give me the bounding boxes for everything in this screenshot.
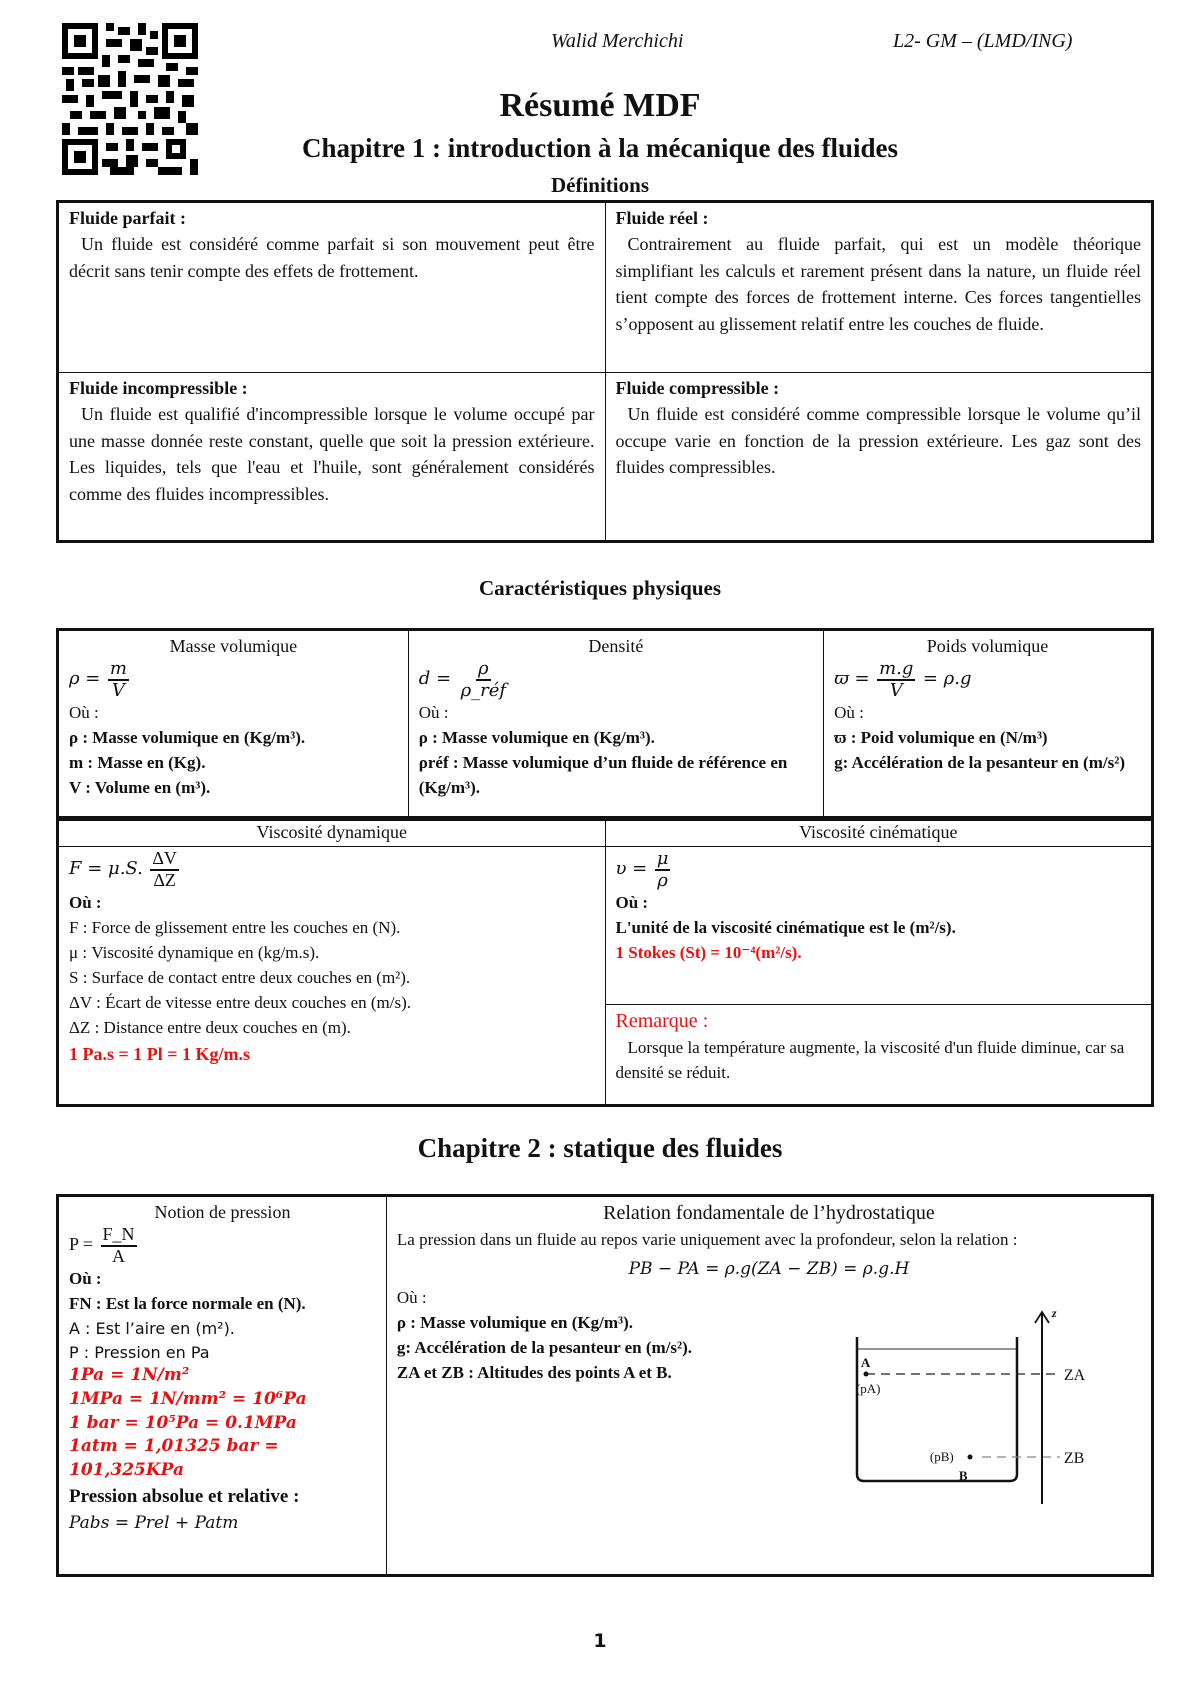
remarque-label: Remarque : bbox=[615, 1010, 709, 1032]
statics-table bbox=[58, 1196, 1152, 1575]
hydrostatique-equation: PB − PA = ρ.g(ZA − ZB) = ρ.g.H bbox=[628, 1259, 910, 1280]
definitions-table bbox=[58, 202, 1152, 541]
viscosity-unit-note: 1 Pa.s = 1 Pl = 1 Kg/m.s bbox=[69, 1043, 251, 1064]
definition-fluide-reel bbox=[605, 203, 1152, 373]
level-a-label: ZA bbox=[1063, 1367, 1086, 1384]
physical-heading: Caractéristiques physiques bbox=[478, 576, 722, 600]
hydrostatique-cell: Relation fondamentale de l’hydrostatique La pression dans un fluide au repos varie uniquement avec la profondeur, selon la relation : PB − PA = ρ.g(ZA − ZB) = ρ.g.H Où : ρ : Masse volumique en (Kg/m³). g: Accélération de la pesanteur en (m/s²). ZA et ZB : Altitudes des points A et B. z A (pA) (pB) B ZA ZB bbox=[386, 1197, 1151, 1575]
hydrostatique-intro: La pression dans un fluide au repos varie uniquement avec la profondeur, selon la relation : bbox=[396, 1230, 1018, 1250]
densite-formula: d = $\frac{\rho}{\text{ρ\_réf}}$ bbox=[418, 658, 507, 702]
definition-label: Fluide réel : bbox=[615, 208, 709, 228]
viscosite-dynamique-title: Viscosité dynamique bbox=[59, 819, 606, 847]
pression-abs-rel-equation: Pabs = Prel + Patm bbox=[69, 1512, 239, 1533]
poids-volumique-cell: Poids volumique ϖ = $\frac{m.g}{V}$ = ρ.g Où : ϖ : Poid volumique en (N/m³) g: Accélération de la pesanteur en (m/s²) bbox=[824, 631, 1152, 819]
chapter2-title: Chapitre 2 : statique des fluides bbox=[417, 1133, 783, 1163]
definition-fluide-parfait bbox=[59, 203, 606, 373]
pressure-a-label: (pA) bbox=[855, 1381, 881, 1396]
pression-abs-rel-label: Pression absolue et relative : bbox=[69, 1486, 300, 1508]
pression-cell: Notion de pression P = $\frac{F\_N}{A}$ Où : FN : Est la force normale en (N). A : Est l’aire en (m²). P : Pression en Pa 1Pa = 1N/m² 1MPa = 1N/mm² = 10⁶Pa 1 bar = 10⁵Pa = 0.1MPa 1atm = 1,01325 bar = 101,325KPa Pression absolue et relative : Pabs = Prel + Patm bbox=[59, 1197, 387, 1575]
chapter1-title: Chapitre 1 : introduction à la mécanique des fluides bbox=[301, 133, 899, 163]
viscosite-dynamique-formula: F = μ.S. $\frac{\Delta V}{\Delta Z}$ bbox=[69, 848, 177, 890]
definitions-heading: Définitions bbox=[550, 173, 649, 197]
z-axis-label: z bbox=[1051, 1306, 1057, 1320]
physical-table-top bbox=[58, 630, 1152, 819]
masse-volumique-formula: ρ = $\frac{m}{V}$ bbox=[69, 658, 127, 702]
viscosite-dynamique-cell: F = μ.S. $\frac{\Delta V}{\Delta Z}$ Où : F : Force de glissement entre les couches en (N). μ : Viscosité dynamique en (kg/m.s). S : Surface de contact entre deux couches en (m²). ΔV : Écart de vitesse entre deux couches en (m/s). ΔZ : Distance entre deux couches en (m). 1 Pa.s = 1 Pl = 1 Kg/m.s bbox=[59, 847, 606, 1105]
physical-table-viscosity bbox=[58, 818, 1152, 1105]
hydrostatic-diagram bbox=[852, 1306, 1142, 1519]
header-author: Walid Merchichi bbox=[551, 30, 684, 52]
hydrostatique-title: Relation fondamentale de l’hydrostatique bbox=[603, 1202, 935, 1224]
header-level: L2- GM – (LMD/ING) bbox=[893, 30, 1073, 52]
pressure-b-label: (pB) bbox=[929, 1449, 954, 1464]
masse-volumique-cell: Masse volumique ρ = $\frac{m}{V}$ Où : ρ : Masse volumique en (Kg/m³). m : Masse en (Kg). V : Volume en (m³). bbox=[59, 631, 409, 819]
viscosite-cinematique-cell: υ = $\frac{\mu}{\rho}$ Où : L'unité de la viscosité cinématique est le (m²/s). 1 Stokes (St) = 10⁻⁴(m²/s). bbox=[605, 847, 1152, 1005]
page-number: 1 bbox=[593, 1630, 607, 1652]
definition-text: Un fluide est qualifié d'incompressible lorsque le volume occupé par une masse donnée reste constant, quelle que soit la pression extérieure. Les liquides, tels que l'eau et l'huile, sont généralement considérés comme des fluides incompressibles. bbox=[69, 404, 595, 504]
definition-label: Fluide incompressible : bbox=[69, 378, 248, 398]
definition-text: Un fluide est considéré comme compressible lorsque le volume qu’il occupe varie en fonction de la pression extérieure. Les gaz sont des fluides compressibles. bbox=[615, 404, 1141, 478]
stokes-unit-note: 1 Stokes (St) = 10⁻⁴(m²/s). bbox=[615, 942, 802, 962]
point-b-label: B bbox=[958, 1468, 968, 1483]
remarque-text: Lorsque la température augmente, la viscosité d'un fluide diminue, car sa densité se réduit. bbox=[615, 1038, 1125, 1083]
definition-text: Contrairement au fluide parfait, qui est un modèle théorique simplifiant les calculs et rarement présent dans la nature, un fluide réel tient compte des forces de frottement interne. Ces forces tangentielles s’opposent au glissement relatif entre les couches de fluide. bbox=[615, 234, 1141, 334]
definition-label: Fluide compressible : bbox=[615, 378, 780, 398]
poids-volumique-title: Poids volumique bbox=[926, 636, 1049, 656]
remarque-cell bbox=[605, 1005, 1152, 1105]
level-b-label: ZB bbox=[1063, 1450, 1085, 1467]
definition-label: Fluide parfait : bbox=[69, 208, 186, 228]
densite-cell: Densité d = $\frac{\rho}{\text{ρ\_réf}}$ Où : ρ : Masse volumique en (Kg/m³). ρréf : Masse volumique d’un fluide de référence en (Kg/m³). bbox=[408, 631, 823, 819]
definition-fluide-compressible bbox=[605, 373, 1152, 541]
densite-title: Densité bbox=[588, 636, 644, 656]
pression-title: Notion de pression bbox=[154, 1202, 291, 1222]
page-title: Résumé MDF bbox=[499, 87, 701, 124]
masse-volumique-title: Masse volumique bbox=[169, 636, 298, 656]
definition-text: Un fluide est considéré comme parfait si son mouvement peut être décrit sans tenir compte des effets de frottement. bbox=[69, 234, 595, 281]
definition-fluide-incompressible bbox=[59, 373, 606, 541]
poids-volumique-formula: ϖ = $\frac{m.g}{V}$ = ρ.g bbox=[834, 658, 972, 702]
pression-formula: P = $\frac{F\_N}{A}$ bbox=[69, 1224, 135, 1267]
point-a-label: A bbox=[860, 1355, 871, 1370]
viscosite-cinematique-formula: υ = $\frac{\mu}{\rho}$ bbox=[615, 848, 669, 891]
viscosite-cinematique-title: Viscosité cinématique bbox=[605, 819, 1152, 847]
